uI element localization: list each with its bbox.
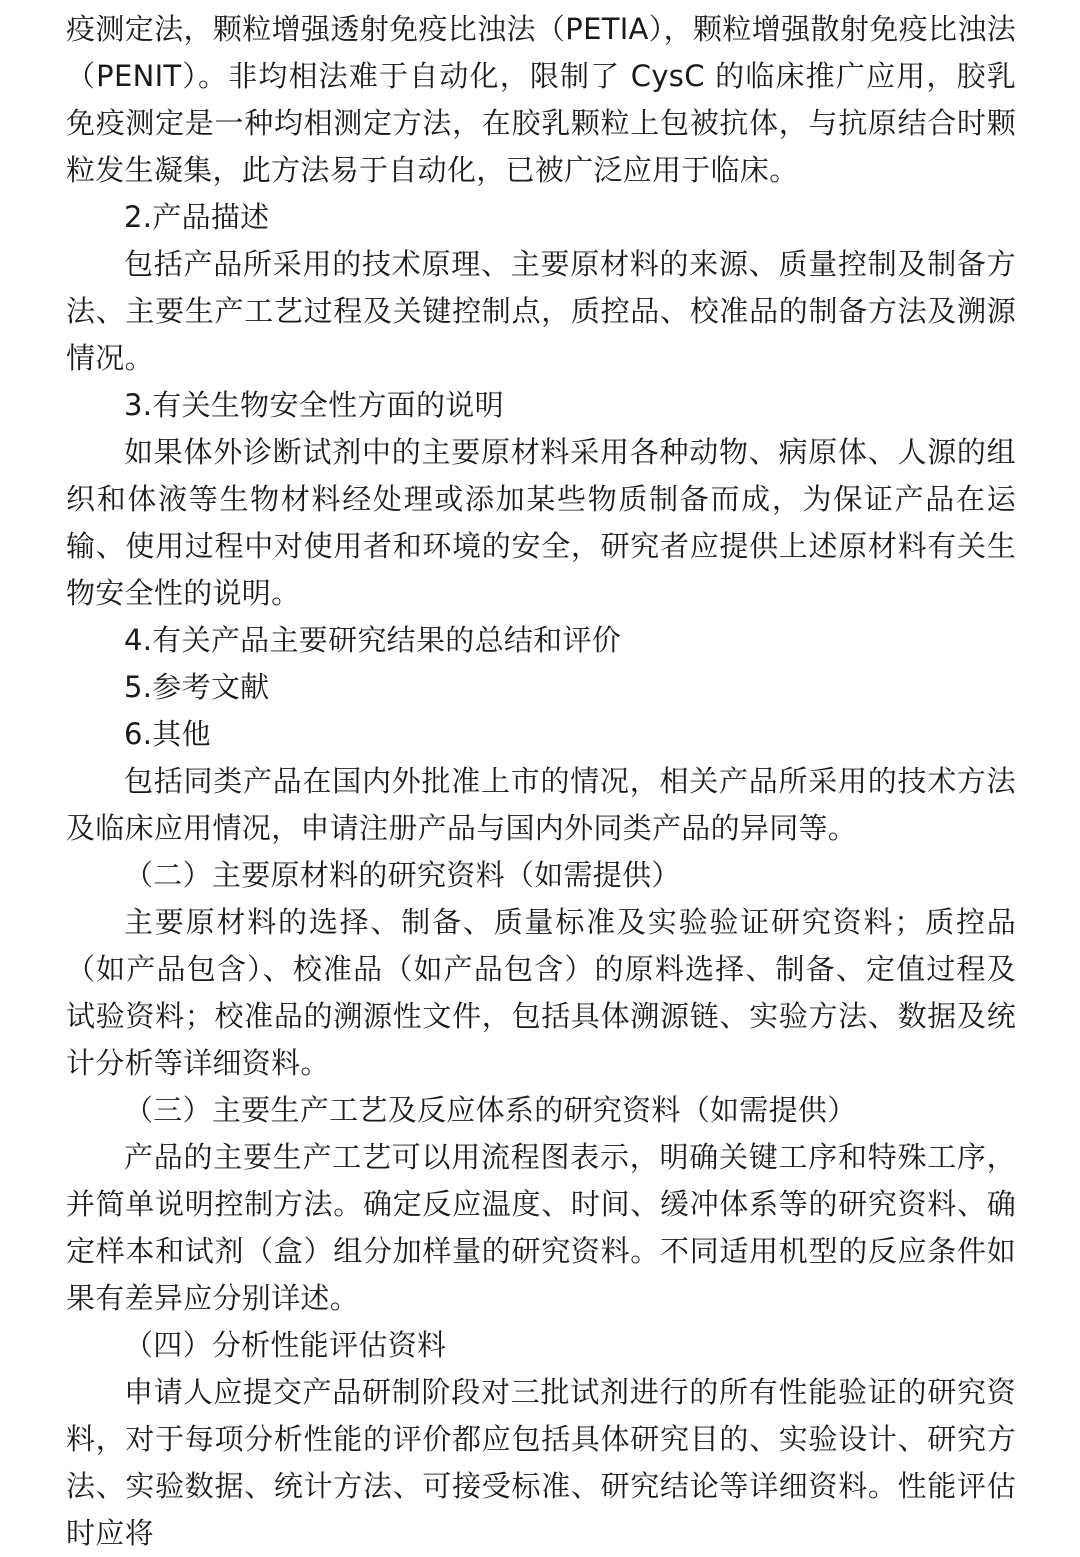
heading-others: 6.其他 xyxy=(124,717,211,751)
paragraph-biosafety: 如果体外诊断试剂中的主要原材料采用各种动物、病原体、人源的组织和体液等生物材料经处理或添加某些物质制备而成，为保证产品在运输、使用过程中对使用者和环境的安全，研究者应提供上述原材料有关生物安全性的说明。 xyxy=(66,435,1016,610)
paragraph-others: 包括同类产品在国内外批准上市的情况，相关产品所采用的技术方法及临床应用情况，申请注册产品与国内外同类产品的异同等。 xyxy=(66,764,1016,845)
heading-research-summary: 4.有关产品主要研究结果的总结和评价 xyxy=(124,623,622,657)
heading-references: 5.参考文献 xyxy=(124,670,270,704)
heading-performance-evaluation: （四）分析性能评估资料 xyxy=(124,1328,447,1362)
paragraph-intro-continued: 疫测定法，颗粒增强透射免疫比浊法（PETIA），颗粒增强散射免疫比浊法（PENIT）。非均相法难于自动化，限制了 CysC 的临床推广应用，胶乳免疫测定是一种均相测定方法，在胶乳颗粒上包被抗体，与抗原结合时颗粒发生凝集，此方法易于自动化，已被广泛应用于临床。 xyxy=(66,12,1016,187)
paragraph-production-process: 产品的主要生产工艺可以用流程图表示，明确关键工序和特殊工序，并简单说明控制方法。确定反应温度、时间、缓冲体系等的研究资料、确定样本和试剂（盒）组分加样量的研究资料。不同适用机型的反应条件如果有差异应分别详述。 xyxy=(66,1140,1016,1315)
heading-raw-materials: （二）主要原材料的研究资料（如需提供） xyxy=(124,858,681,892)
paragraph-product-description: 包括产品所采用的技术原理、主要原材料的来源、质量控制及制备方法、主要生产工艺过程及关键控制点，质控品、校准品的制备方法及溯源情况。 xyxy=(66,247,1016,375)
paragraph-raw-materials: 主要原材料的选择、制备、质量标准及实验验证研究资料；质控品（如产品包含）、校准品（如产品包含）的原料选择、制备、定值过程及试验资料；校准品的溯源性文件，包括具体溯源链、实验方法、数据及统计分析等详细资料。 xyxy=(66,905,1016,1080)
heading-biosafety: 3.有关生物安全性方面的说明 xyxy=(124,388,504,422)
document-page xyxy=(66,6,1016,1557)
heading-production-process: （三）主要生产工艺及反应体系的研究资料（如需提供） xyxy=(124,1093,857,1127)
paragraph-performance-evaluation: 申请人应提交产品研制阶段对三批试剂进行的所有性能验证的研究资料，对于每项分析性能的评价都应包括具体研究目的、实验设计、研究方法、实验数据、统计方法、可接受标准、研究结论等详细资料。性能评估时应将 xyxy=(66,1375,1016,1550)
heading-product-description: 2.产品描述 xyxy=(124,200,270,234)
